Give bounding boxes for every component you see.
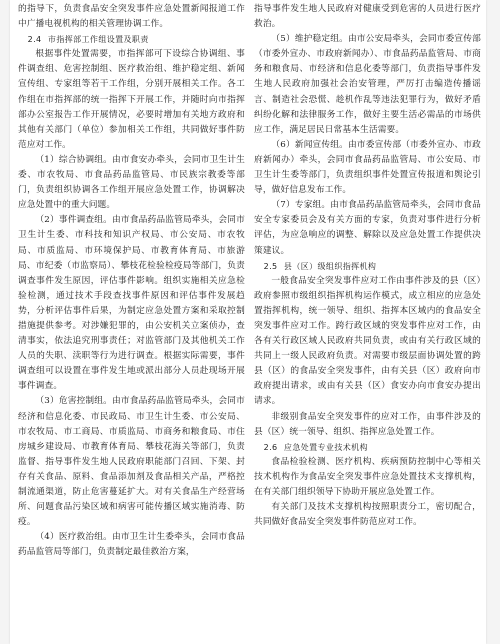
paragraph-incident-investigation: （2）事件调查组。由市食品药品监管局牵头，会同市卫生计生委、市科技和知识产权局、市公安局、市农牧局、市质监局、市环境保护局、市教育体育局、市旅游局、市纪委（市监察局）、攀枝花检验检疫局等部门，负责调查事件发生原因，评估事件影响。组织实施相关应急检验检测，通过技术手段查找事件原因和评估事件发展趋势，分析评估事件后果，为制定应急处置方案和采取控制措施提供参考。对涉嫌犯罪的，由公安机关立案侦办，查清事实，依法追究刑事责任；对监管部门及其他机关工作人员的失职、渎职等行为进行调查。根据实际需要，事件调查组可以设置在事件发生地或派出部分人员赴现场开展事件调查。 [18, 215, 245, 392]
paragraph-hazard-control: （3）危害控制组。由市食品药品监管局牵头，会同市经济和信息化委、市民政局、市卫生计生委、市公安局、市农牧局、市工商局、市质监局、市商务和粮食局、市住房城乡建设局、市教育体育局、攀枝花海关等部门，负责监督、指导事件发生地人民政府职能部门召回、下架、封存有关食品、原料、食品添加剂及食品相关产品，严格控制流通渠道，防止危害蔓延扩大。对有关食品生产经营场所、问题食品污染区域和病害可能传播区域实施消毒、防疫。 [18, 396, 245, 528]
document-page [10, 0, 486, 644]
section-heading-2-5: 2.5 县（区）级组织指挥机构 [263, 261, 377, 271]
section-heading-2-4: 2.4 市指挥部工作组设置及职责 [27, 35, 149, 45]
right-column [254, 2, 481, 530]
paragraph: 一般食品安全突发事件应对工作由事件涉及的县（区）政府参照市级组织指挥机构运作模式，成立相应的应急处置指挥机构，统一领导、组织、指挥本区域内的食品安全突发事件应对工作。跨行政区域的突发事件应对工作，由各有关行政区域人民政府共同负责，或由有关行政区域的共同上一级人民政府负责。对需要市级层面协调处置的跨县（区）的食品安全突发事件，由有关县（区）政府向市政府提出请求，或由有关县（区）食安办向市食安办提出请求。 [254, 275, 481, 407]
paragraph: 非级别食品安全突发事件的应对工作，由事件涉及的县（区）统一领导、组织、指挥应急处置工作。 [254, 411, 481, 437]
section-heading-2-6: 2.6 应急处置专业技术机构 [263, 442, 368, 452]
paragraph: 指导事件发生地人民政府对健康受到危害的人员进行医疗救治。 [254, 4, 481, 30]
paragraph-stability: （5）维护稳定组。由市公安局牵头，会同市委宣传部（市委外宣办、市政府新闻办）、市食品药品监管局、市商务和粮食局、市经济和信息化委等部门，负责指导事件发生地人民政府加强社会治安管理，严厉打击编造传播谣言、制造社会恐慌、趁机作乱等违法犯罪行为，做好矛盾纠纷化解和法律服务工作，做好主要生活必需品的市场供应工作，满足居民日常基本生活需要。 [254, 34, 481, 135]
left-column [18, 2, 245, 560]
paragraph: 有关部门及技术支撑机构按照职责分工，密切配合，共同做好食品安全突发事件防范应对工作。 [254, 502, 481, 528]
paragraph-news-publicity: （6）新闻宣传组。由市委宣传部（市委外宣办、市政府新闻办）牵头，会同市食品药品监管局、市公安局、市卫生计生委等部门，负责组织事件处置宣传报道和舆论引导，做好信息发布工作。 [254, 139, 481, 196]
paragraph-expert-group: （7）专家组。由市食品药品监管局牵头，会同市食品安全专家委员会及有关方面的专家，负责对事件进行分析评估，为应急响应的调整、解除以及应急处置工作提供决策建议。 [254, 200, 481, 256]
paragraph-medical-treatment: （4）医疗救治组。由市卫生计生委牵头，会同市食品药品监管局等部门，负责制定最佳救治方案， [18, 532, 245, 558]
paragraph: 的指导下，负责食品安全突发事件应急处置新闻报道工作中广播电视机构的相关管理协调工作。 [18, 4, 245, 30]
paragraph: 食品检验检测、医疗机构、疾病预防控制中心等相关技术机构作为食品安全突发事件应急处置技术支撑机构，在有关部门组织领导下协助开展应急处置工作。 [254, 456, 481, 497]
paragraph: 根据事件处置需要，市指挥部可下设综合协调组、事件调查组、危害控制组、医疗救治组、维护稳定组、新闻宣传组、专家组等若干工作组，分别开展相关工作。各工作组在市指挥部的统一指挥下开展工作，并随时向市指挥部办公室报告工作开展情况，必要时增加有关地方政府和其他有关部门（单位）参加相关工作组，共同做好事件防范应对工作。 [18, 49, 245, 150]
paragraph-comprehensive-coordination: （1）综合协调组。由市食安办牵头，会同市卫生计生委、市农牧局、市食品药品监管局、市民族宗教委等部门，负责组织协调各工作组开展应急处置工作，协调解决应急处置中的重大问题。 [18, 154, 245, 211]
